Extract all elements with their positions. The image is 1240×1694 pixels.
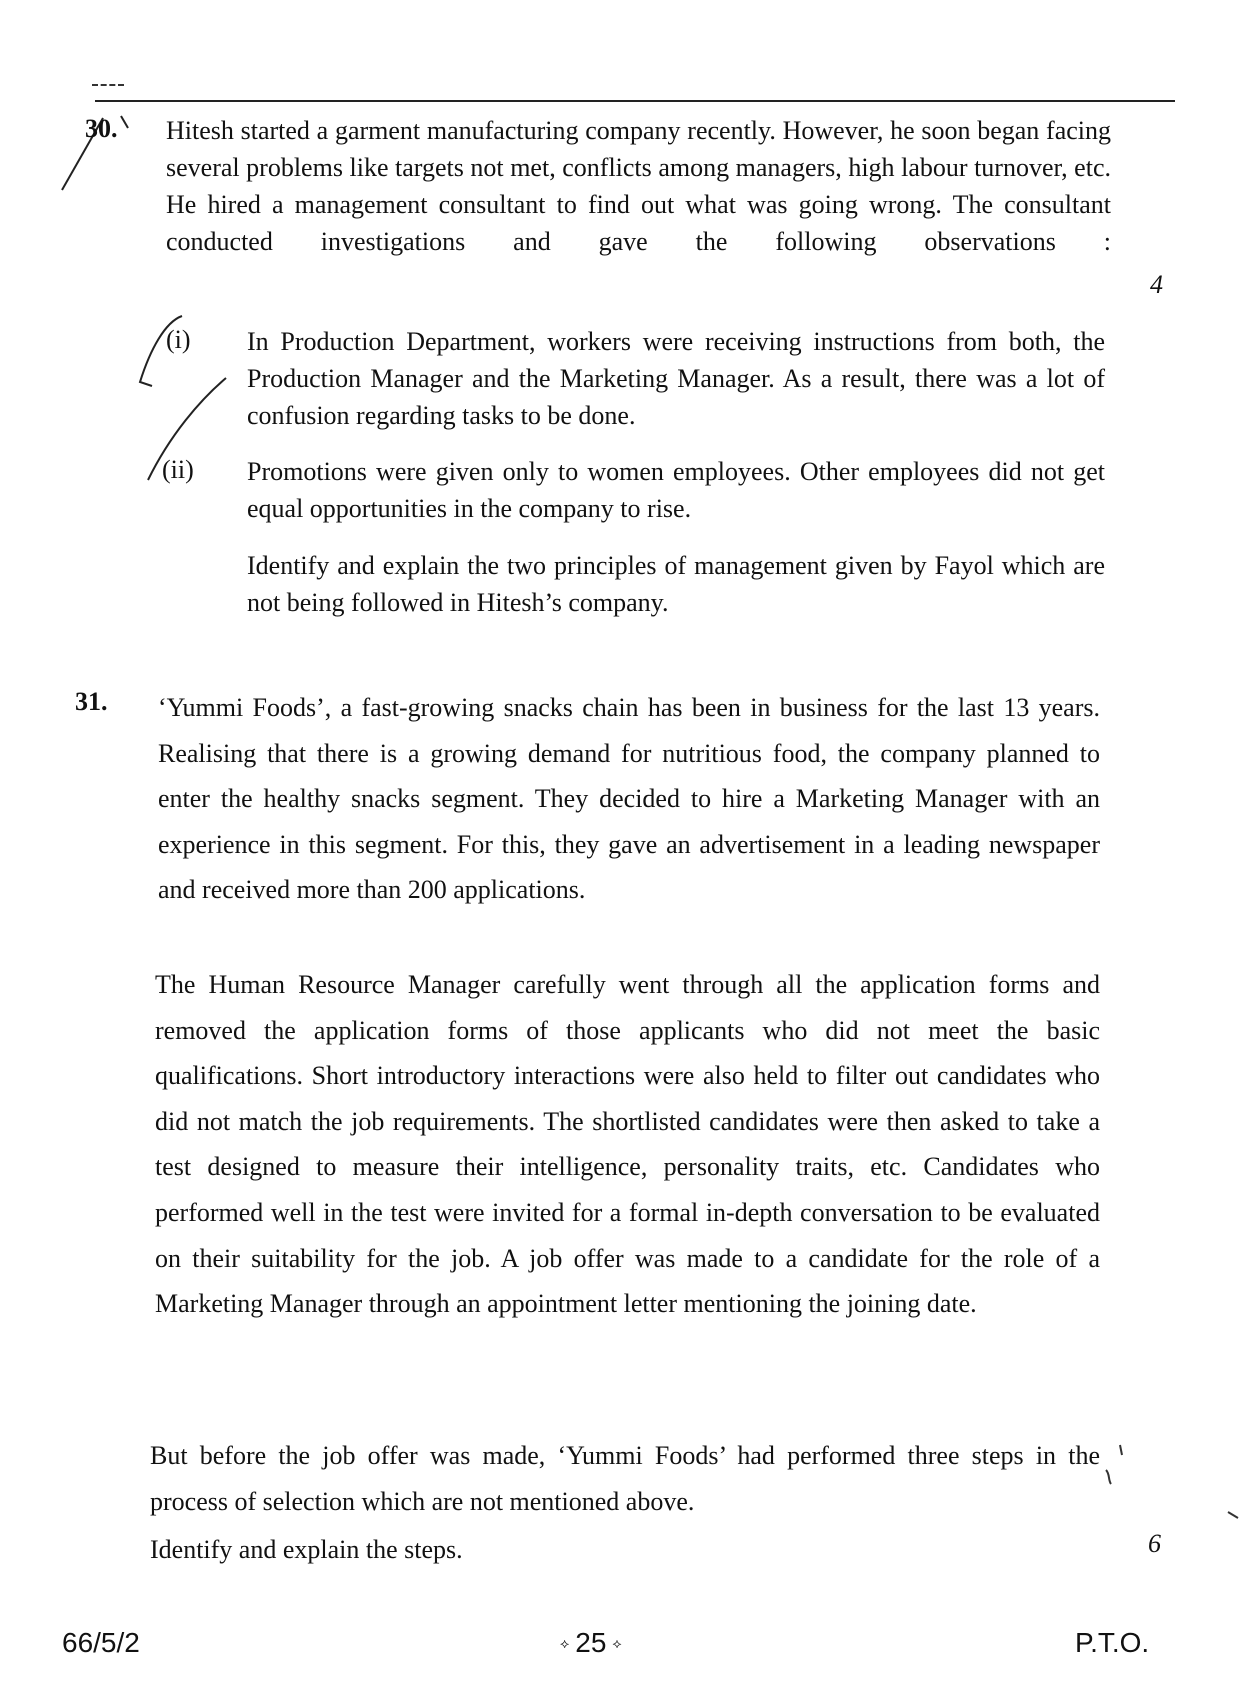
page-number: 25: [575, 1627, 607, 1658]
question-number-30: 30.: [85, 114, 118, 143]
question-30-marks: 4: [1150, 270, 1163, 299]
question-31-paragraph-3: But before the job offer was made, ‘Yummi Foods’ had performed three steps in the process of selection which are not mentioned above.: [150, 1441, 1100, 1516]
pen-tick-edge: [1228, 1512, 1238, 1518]
question-31-task: Identify and explain the steps.: [150, 1535, 463, 1564]
question-number-31: 31.: [75, 687, 108, 716]
ornament-left-icon: ⟡: [560, 1634, 570, 1651]
question-30-item-i-text: In Production Department, workers were receiving instructions from both, the Production Manager and the Marketing Manager. As a result, there was a lot of confusion regarding tasks to be done.: [247, 327, 1105, 430]
question-30-item-ii-label: (ii): [162, 455, 194, 484]
question-30-item-ii-text: Promotions were given only to women employees. Other employees did not get equal opportunities in the company to rise.: [247, 457, 1105, 523]
question-31-paragraph-2: The Human Resource Manager carefully went through all the application forms and removed the application forms of those applicants who did not meet the basic qualifications. Short introductory interactions were also held to filter out candidates who did not match the job requirements. The shortlisted candidates were then asked to take a test designed to measure their intelligence, personality traits, etc. Candidates who performed well in the test were invited for a formal in-depth conversation to be evaluated on their suitability for the job. A job offer was made to a candidate for the role of a Marketing Manager through an appointment letter mentioning the joining date.: [155, 970, 1100, 1319]
pto-label: P.T.O.: [1075, 1627, 1150, 1658]
pen-tick-q30: [121, 116, 128, 128]
paper-code: 66/5/2: [62, 1627, 140, 1658]
question-31-marks: 6: [1148, 1529, 1161, 1558]
question-31-paragraph-1: ‘Yummi Foods’, a fast-growing snacks chain has been in business for the last 13 years. Realising that there is a growing demand for nutritious food, the company planned to enter the healthy snacks segment. They decided to hire a Marketing Manager with an experience in this segment. For this, they gave an advertisement in a leading newspaper and received more than 200 applications.: [158, 693, 1100, 904]
page-number-group: [560, 1627, 622, 1659]
top-margin-mark: [92, 84, 124, 86]
question-30-task: Identify and explain the two principles of management given by Fayol which are not being followed in Hitesh’s company.: [247, 551, 1105, 617]
pen-tick-right-2: [1106, 1470, 1111, 1484]
ornament-right-icon: ⟡: [612, 1634, 622, 1651]
pen-tick-right-1: [1120, 1445, 1122, 1455]
top-rule: [95, 100, 1175, 102]
question-30-intro: Hitesh started a garment manufacturing company recently. However, he soon began facing several problems like targets not met, conflicts among managers, high labour turnover, etc. He hired a management consultant to find out what was going wrong. The consultant conducted investigations and gave the following observations :: [166, 116, 1111, 256]
question-30-item-i-label: (i): [166, 325, 191, 354]
